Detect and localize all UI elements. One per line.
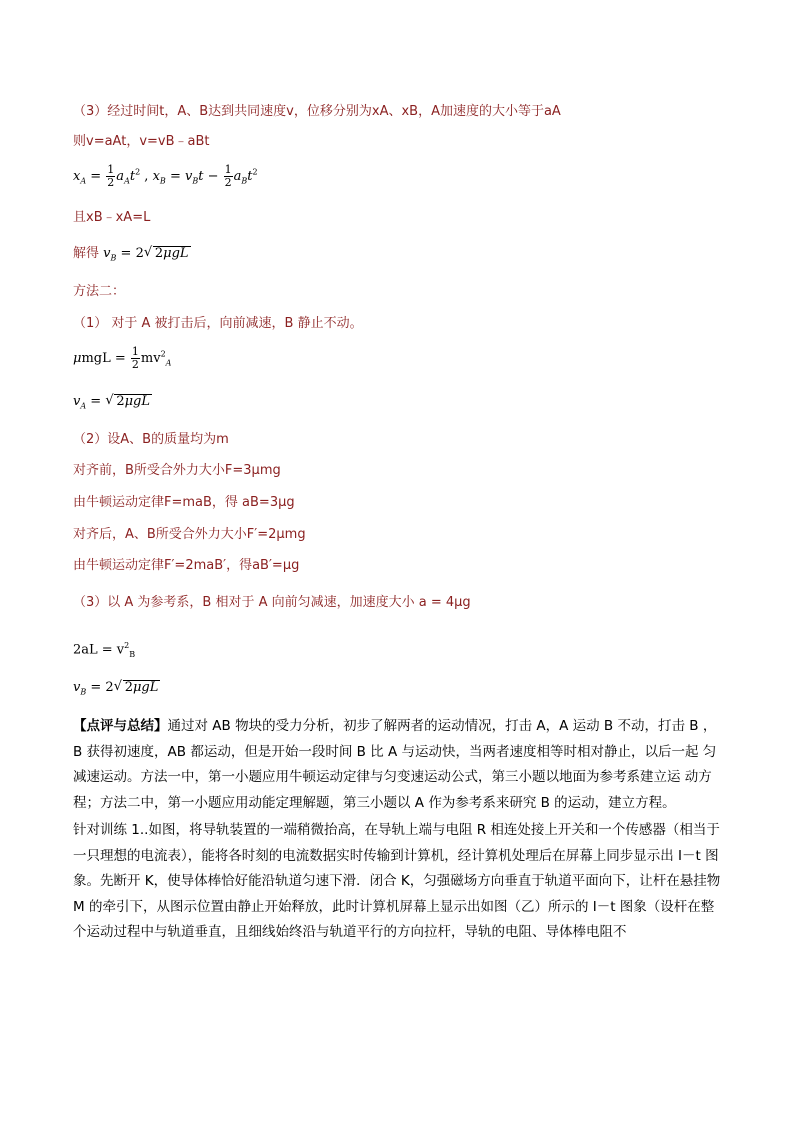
solve-result-2: $v_B = 2√$ 2μgL	[73, 680, 160, 701]
method2-label: 方法二：	[73, 284, 126, 299]
solve-label: 解得	[73, 246, 100, 261]
method2-step2: （2）设A、B的质量均为m	[73, 432, 229, 447]
kinematic-equation: $2aL = v^2_B$	[73, 641, 136, 659]
and-equation: 且xB﹣xA=L	[73, 210, 151, 225]
method2-after: 对齐后，A、B所受合外力大小F′=2μmg	[73, 527, 306, 542]
solve-result-1: 解得 $v_B = 2√$ 2μgL	[73, 246, 191, 267]
review-summary	[73, 714, 725, 816]
method2-before: 对齐前，B所受合外力大小F=3μmg	[73, 463, 281, 478]
step3-intro: （3）经过时间t，A、B达到共同速度v，位移分别为xA、xB，A加速度的大小等于aA	[73, 104, 561, 119]
energy-equation: μmgL = $\frac{1}{2}$ $mv^2_A$	[73, 345, 172, 371]
method2-step1: （1） 对于 A 被打击后，向前减速，B 静止不动。	[73, 316, 363, 331]
training-problem: 针对训练 1..如图，将导轨装置的一端稍微抬高，在导轨上端与电阻 R 相连处接上开关和一个传感器（相当于一只理想的电流表），能将各时刻的电流数据实时传输到计算机，经计算机处理后在屏幕上同步显示出 I－t 图象。先断开 K，使导体棒恰好能沿轨道匀速下滑．闭合 K，匀强磁场方向垂直于轨道平面向下，让杆在悬挂物 M 的牵引下，从图示位置由静止开始释放，此时计算机屏幕上显示出如图（乙）所示的 I－t 图象（设杆在整个运动过程中与轨道垂直，且细线始终沿与轨道平行的方向拉杆，导轨的电阻、导体棒电阻不	[73, 822, 721, 940]
review-text: 通过对 AB 物块的受力分析，初步了解两者的运动情况，打击 A，A 运动 B 不动，打击 B ，B 获得初速度，AB 都运动，但是开始一段时间 B 比 A 与运动快，当两者速度相等时相对静止，以后一起 匀减速运动。方法一中，第一小题应用牛顿运动定律与匀变速运动公式，第三小题以地面为参考系建立运 动方程；方法二中，第一小题应用动能定理解题，第三小题以 A 作为参考系来研究 B 的运动，建立方程。	[73, 718, 717, 811]
then-equation: 则v=aAt，v=vB﹣aBt	[73, 134, 210, 149]
displacement-equations: $x_A$ = $\frac{1}{2}$ $a_At^2$ , $x_B = v_Bt$ − $\frac{1}{2}$ $a_Bt^2$	[73, 163, 258, 189]
review-label: 【点评与总结】	[73, 718, 168, 734]
method2-newton1: 由牛顿运动定律F=maB，得 aB=3μg	[73, 495, 295, 510]
va-result: $v_A$ = √ 2μgL	[73, 394, 152, 415]
method2-step3: （3）以 A 为参考系，B 相对于 A 向前匀减速，加速度大小 a = 4μg	[73, 595, 471, 610]
method2-newton2: 由牛顿运动定律F′=2maB′，得aB′=μg	[73, 558, 300, 573]
